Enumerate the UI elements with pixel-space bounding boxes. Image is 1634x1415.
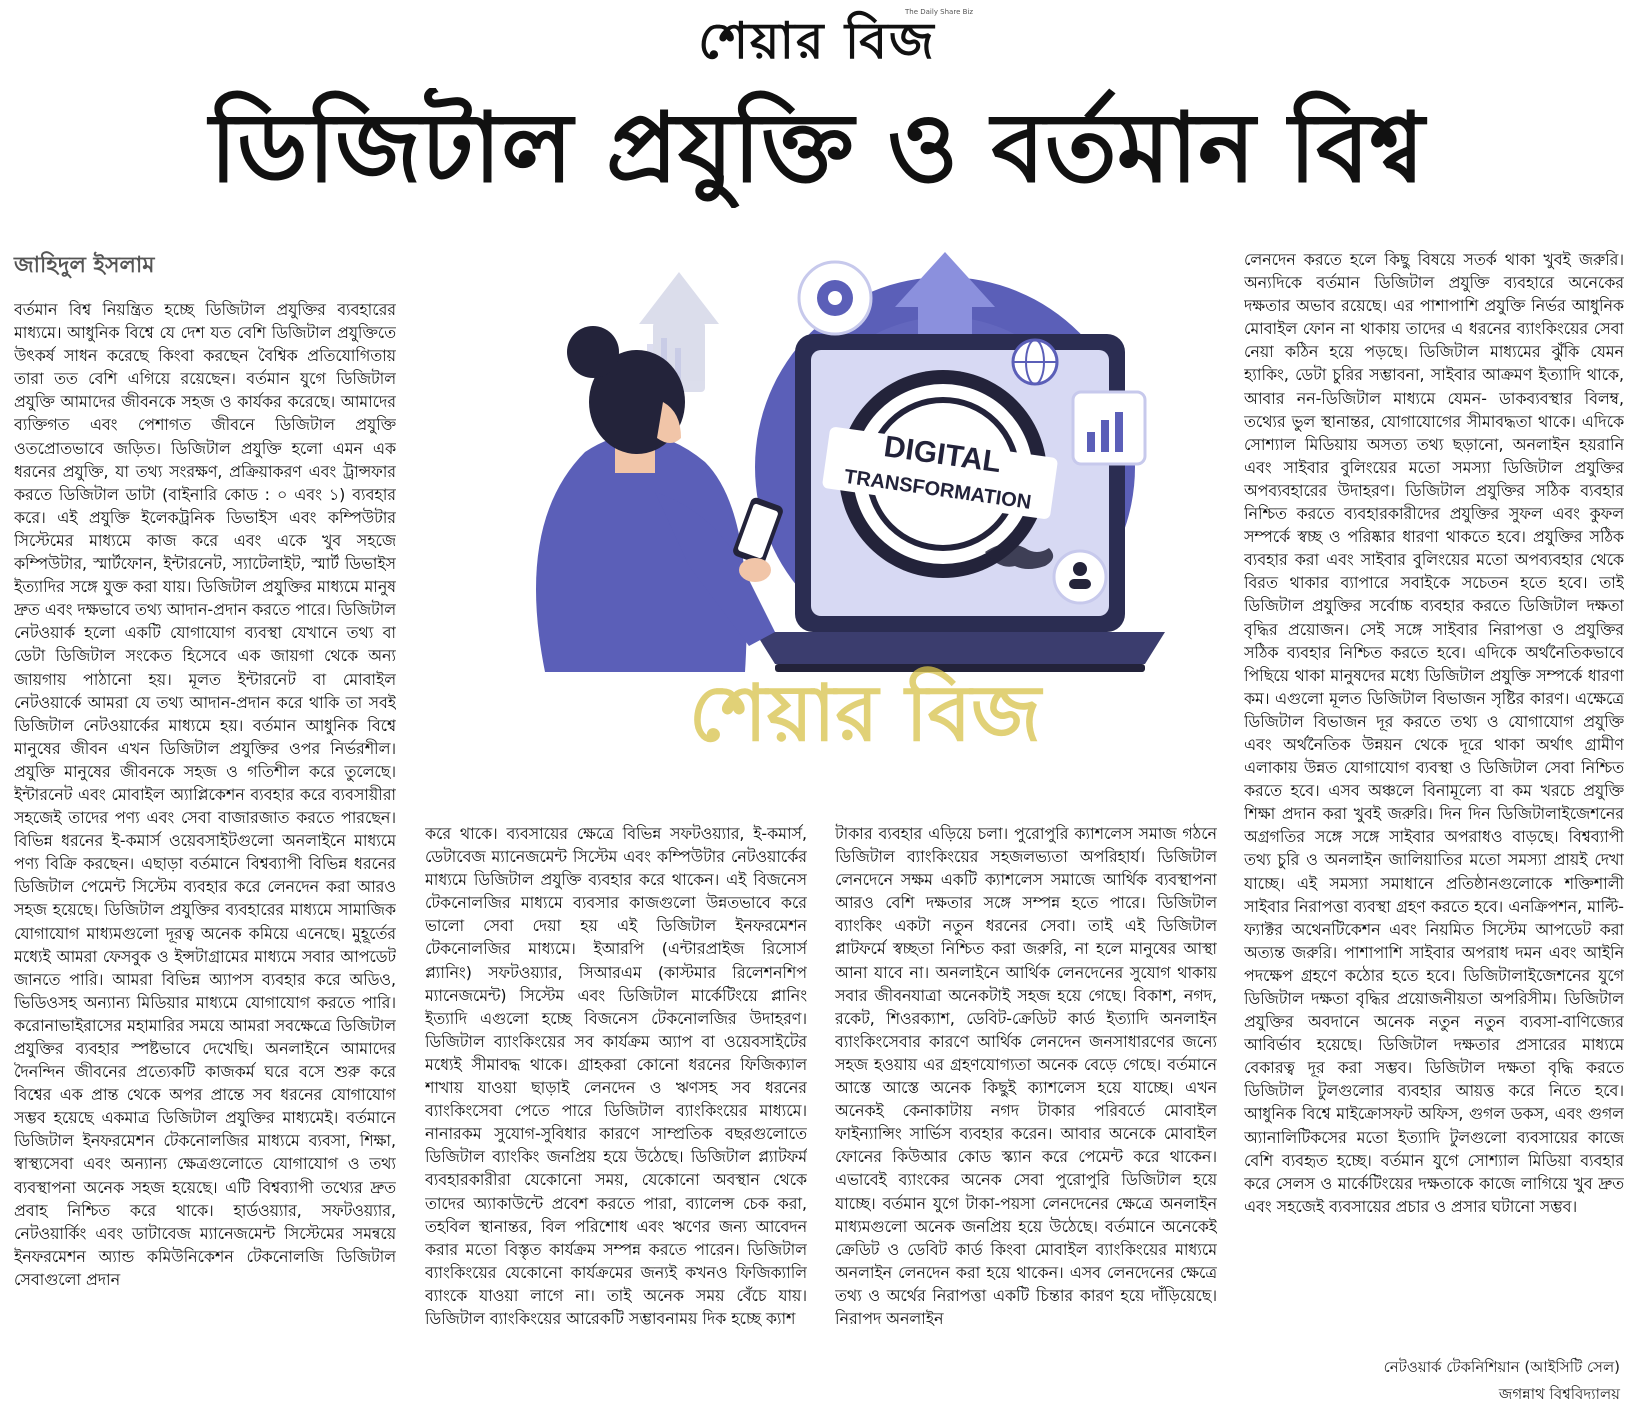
globe-icon (1013, 340, 1057, 384)
screen-text-digital: DIGITAL (881, 430, 1004, 480)
bar-chart-icon (1073, 392, 1145, 464)
masthead-tagline: The Daily Share Biz (905, 8, 974, 16)
article-column-3: টাকার ব্যবহার এড়িয়ে চলা। পুরোপুরি ক্যাশলেস সমাজ গঠনে ডিজিটাল ব্যাংকিংয়ের সহজলভ্যতা অপরিহার্য। ডিজিটাল লেনদেনে সক্ষম একটি ক্যাশলেস সমাজে আর্থিক ব্যবস্থাপনা আরও বেশি দক্ষতার সঙ্গে সম্পন্ন হতে পারে। ডিজিটাল ব্যাংকিং একটা নতুন ধরনের সেবা। তাই এই ডিজিটাল প্লাটফর্মে স্বচ্ছতা নিশ্চিত করা জরুরি, না হলে মানুষের আস্থা আনা যাবে না। অনলাইনে আর্থিক লেনদেনের সুযোগ থাকায় সবার জীবনযাত্রা অনেকটাই সহজ হয়ে গেছে। বিকাশ, নগদ, রকেট, শিওরক্যাশ, ডেবিট-ক্রেডিট কার্ড ইত্যাদি অনলাইন ব্যাংকিংসেবার কারণে আর্থিক লেনদেন জনসাধারণের জন্যে সহজ হওয়ায় এর গ্রহণযোগ্যতা অনেক বেড়ে গেছে। বর্তমানে আস্তে আস্তে অনেক কিছুই ক্যাশলেস হয়ে যাচ্ছে। এখন অনেকই কেনাকাটায় নগদ টাকার পরিবর্তে মোবাইল ফাইন্যান্সিং সার্ভিস ব্যবহার করেন। আবার অনেকে মোবাইল ফোনের কিউআর কোড স্ক্যান করে পেমেন্ট করে থাকেন। এভাবেই ব্যাংকের অনেক সেবা পুরোপুরি ডিজিটাল হয়ে যাচ্ছে। বর্তমান যুগে টাকা-পয়সা লেনদেনের ক্ষেত্রে অনলাইন মাধ্যমগুলো অনেক জনপ্রিয় হয়ে উঠেছে। বর্তমানে অনেকেই ক্রেডিট ও ডেবিট কার্ড কিংবা মোবাইল ব্যাংকিংয়ের মাধ্যমে অনলাইন লেনদেন করা হয়ে থাকেন। এসব লেনদেনের ক্ষেত্রে তথ্য ও অর্থের নিরাপত্তা একটি চিন্তার কারণ হয়ে দাঁড়িয়েছে। নিরাপদ অনলাইন (835, 824, 1217, 1328)
article-illustration (425, 252, 1217, 800)
masthead (0, 4, 1634, 87)
author-institution: জগন্নাথ বিশ্ববিদ্যালয় (1498, 1385, 1620, 1403)
author-byline: জাহিদুল ইসলাম (14, 253, 155, 278)
watermark: শেয়ার বিজ (689, 668, 1041, 759)
masthead-logo: শেয়ার বিজ (698, 11, 936, 70)
digital-transformation-illustration (425, 252, 1217, 800)
screen-text-transformation: TRANSFORMATION (842, 465, 1033, 514)
article-column-4: লেনদেন করতে হলে কিছু বিষয়ে সতর্ক থাকা খুবই জরুরি। অন্যদিকে বর্তমান ডিজিটাল প্রযুক্তি ব্যবহারে অনেকের দক্ষতার অভাব রয়েছে। এর পাশাপাশি প্রযুক্তি নির্ভর আধুনিক মোবাইল ফোন না থাকায় তাদের এ ধরনের ব্যাংকিংয়ের সেবা নেয়া কঠিন হয়ে পড়ছে। ডিজিটাল মাধ্যমের ঝুঁকি যেমন হ্যাকিং, ডেটা চুরির সম্ভাবনা, সাইবার আক্রমণ ইত্যাদি থাকে, আবার নন-ডিজিটাল মাধ্যমে যেমন- ডাকব্যবস্থার বিলম্ব, তথ্যের ভুল স্থানান্তর, যোগাযোগের সীমাবদ্ধতা থাকে। এদিকে সোশ্যাল মিডিয়ায় অসত্য তথ্য ছড়ানো, অনলাইন হয়রানি এবং সাইবার বুলিংয়ের মতো সমস্যা ডিজিটাল প্রযুক্তির অপব্যবহারের উদাহরণ। ডিজিটাল প্রযুক্তির সঠিক ব্যবহার নিশ্চিত করতে ব্যবহারকারীদের প্রযুক্তির সুফল এবং কুফল সম্পর্কে স্বচ্ছ ও পরিষ্কার ধারণা থাকতে হবে। প্রযুক্তির সঠিক ব্যবহার করা এবং সাইবার বুলিংয়ের মতো অপব্যবহার থেকে বিরত থাকার ব্যাপারে সবাইকে সচেতন হতে হবে। তাই ডিজিটাল প্রযুক্তির সর্বোচ্চ ব্যবহার করতে ডিজিটাল দক্ষতা বৃদ্ধির প্রয়োজন। সেই সঙ্গে সাইবার নিরাপত্তা ও প্রযুক্তির সঠিক ব্যবহার নিশ্চিত করতে হবে। এদিকে অর্থনৈতিকভাবে পিছিয়ে থাকা মানুষদের মধ্যে ডিজিটাল প্রযুক্তি সম্পর্কে ধারণা কম। এগুলো মূলত ডিজিটাল বিভাজন সৃষ্টির কারণ। এক্ষেত্রে ডিজিটাল বিভাজন দূর করতে তথ্য ও যোগাযোগ প্রযুক্তি এবং অর্থনৈতিক উন্নয়ন থেকে দূরে থাকা অর্থাৎ গ্রামীণ এলাকায় উন্নত যোগাযোগ ব্যবস্থা ও ডিজিটাল সেবা নিশ্চিত করতে হবে। এসব অঞ্চলে বিনামূল্যে বা কম খরচে প্রযুক্তি শিক্ষা প্রদান করা খুবই জরুরি। দিন দিন ডিজিটালাইজেশনের অগ্রগতির সঙ্গে সঙ্গে সাইবার অপরাধও বাড়ছে। বিশ্বব্যাপী তথ্য চুরি ও অনলাইন জালিয়াতির মতো সমস্যা প্রায়ই দেখা যাচ্ছে। এই সমস্যা সমাধানে প্রতিষ্ঠানগুলোকে শক্তিশালী সাইবার নিরাপত্তা ব্যবস্থা গ্রহণ করতে হবে। এনক্রিপশন, মাল্টি-ফ্যাক্টর অথেনটিকেশন এবং নিয়মিত সিস্টেম আপডেট করা অত্যন্ত জরুরি। পাশাপাশি সাইবার অপরাধ দমন এবং আইনি পদক্ষেপ গ্রহণে কঠোর হতে হবে। ডিজিটালাইজেশনের যুগে ডিজিটাল দক্ষতা বৃদ্ধির প্রয়োজনীয়তা অপরিসীম। ডিজিটাল প্রযুক্তির অবদানে অনেক নতুন নতুন ব্যবসা-বাণিজ্যের আবির্ভাব হয়েছে। ডিজিটাল দক্ষতার প্রসারের মাধ্যমে বেকারত্ব দূর করা সম্ভব। ডিজিটাল দক্ষতা বৃদ্ধি করতে ডিজিটাল টুলগুলোর ব্যবহার আয়ত্ত করে নিতে হবে। আধুনিক বিশ্বে মাইক্রোসফট অফিস, গুগল ডকস, এবং গুগল অ্যানালিটিকসের মতো ইত্যাদি টুলগুলো ব্যবসায়ের কাজে বেশি ব্যবহৃত হচ্ছে। বর্তমান যুগে সোশ্যাল মিডিয়া ব্যবহার করে সেলস ও মার্কেটিংয়ের দক্ষতাকে কাজে লাগিয়ে খুব দ্রুত এবং সহজেই ব্যবসায়ের প্রচার ও প্রসার ঘটানো সম্ভব। (1244, 250, 1624, 1216)
headline: ডিজিটাল প্রযুক্তি ও বর্তমান বিশ্ব (209, 91, 1425, 204)
laptop-base (755, 632, 1165, 664)
pie-chart-icon (799, 262, 871, 334)
user-icon (1054, 551, 1106, 603)
author-designation: নেটওয়ার্ক টেকনিশিয়ান (আইসিটি সেল) (1383, 1358, 1620, 1376)
article-column-2: করে থাকে। ব্যবসায়ের ক্ষেত্রে বিভিন্ন সফটওয়্যার, ই-কমার্স, ডেটাবেজ ম্যানেজমেন্ট সিস্টেম এবং কম্পিউটার নেটওয়ার্কের মাধ্যমে ডিজিটাল প্রযুক্তি ব্যবহার করে থাকেন। এই বিজনেস টেকনোলজির মাধ্যমে ব্যবসার কাজগুলো উন্নতভাবে করে ভালো সেবা দেয়া হয় এই ডিজিটাল ইনফরমেশন টেকনোলজির মাধ্যমে। ইআরপি (এন্টারপ্রাইজ রিসোর্স প্ল্যানিং) সফটওয়্যার, সিআরএম (কাস্টমার রিলেশনশিপ ম্যানেজমেন্ট) সিস্টেম এবং ডিজিটাল মার্কেটিংয়ে প্লানিং ইত্যাদি এগুলো হচ্ছে বিজনেস টেকনোলজির উদাহরণ। ডিজিটাল ব্যাংকিংয়ের সব কার্যক্রম অ্যাপ বা ওয়েবসাইটের মধ্যেই সীমাবদ্ধ থাকে। গ্রাহকরা কোনো ধরনের ফিজিক্যাল শাখায় যাওয়া ছাড়াই লেনদেন ও ঋণসহ সব ধরনের ব্যাংকিংসেবা পেতে পারে ডিজিটাল ব্যাংকিংয়ের মাধ্যমে। নানারকম সুযোগ-সুবিধার কারণে সাম্প্রতিক বছরগুলোতে ডিজিটাল ব্যাংকিং জনপ্রিয় হয়ে উঠেছে। ডিজিটাল প্ল্যাটফর্ম ব্যবহারকারীরা যেকোনো সময়, যেকোনো অবস্থান থেকে তাদের অ্যাকাউন্টে প্রবেশ করতে পারা, ব্যালেন্স চেক করা, তহবিল স্থানান্তর, বিল পরিশোধ এবং ঋণের জন্য আবেদন করার মতো বিস্তৃত কার্যক্রম সম্পন্ন করতে পারেন। ডিজিটাল ব্যাংকিংয়ের যেকোনো কার্যক্রমের জন্যই কখনও ফিজিক্যালি ব্যাংকে যাওয়া লাগে না। তাই অনেক সময় বেঁচে যায়। ডিজিটাল ব্যাংকিংয়ের আরেকটি সম্ভাবনাময় দিক হচ্ছে ক্যাশ (425, 824, 807, 1328)
article-column-1: বর্তমান বিশ্ব নিয়ন্ত্রিত হচ্ছে ডিজিটাল প্রযুক্তির ব্যবহারের মাধ্যমে। আধুনিক বিশ্বে যে দেশ যত বেশি ডিজিটাল প্রযুক্তিতে উৎকর্ষ সাধন করেছে কিংবা করছেন বৈশ্বিক প্রতিযোগিতায় তারা তত বেশি এগিয়ে রয়েছেন। বর্তমান যুগে ডিজিটাল প্রযুক্তি আমাদের জীবনকে সহজ ও কার্যকর করেছে। আমাদের ব্যক্তিগত এবং পেশাগত জীবনে ডিজিটাল প্রযুক্তি ওতপ্রোতভাবে জড়িত। ডিজিটাল প্রযুক্তি হলো এমন এক ধরনের প্রযুক্তি, যা তথ্য সংরক্ষণ, প্রক্রিয়াকরণ এবং ট্রান্সফার করতে ডিজিটাল ডাটা (বাইনারি কোড : ০ এবং ১) ব্যবহার করে। এই প্রযুক্তি ইলেকট্রনিক ডিভাইস এবং কম্পিউটার সিস্টেমের মাধ্যমে কাজ করে এবং একে খুব সহজে কম্পিউটার, স্মার্টফোন, ইন্টারনেট, স্যাটেলাইট, স্মার্ট ডিভাইস ইত্যাদির সঙ্গে যুক্ত করা যায়। ডিজিটাল প্রযুক্তির মাধ্যমে মানুষ দ্রুত এবং দক্ষভাবে তথ্য আদান-প্রদান করতে পারে। ডিজিটাল নেটওয়ার্ক হলো একটি যোগাযোগ ব্যবস্থা যেখানে তথ্য বা ডেটা ডিজিটাল সংকেত হিসেবে এক জায়গা থেকে অন্য জায়গায় পাঠানো হয়। মূলত ইন্টারনেট বা মোবাইল নেটওয়ার্কে আমরা যে তথ্য আদান-প্রদান করে থাকি তা সবই ডিজিটাল নেটওয়ার্কের মাধ্যমে হয়। বর্তমান আধুনিক বিশ্বে মানুষের জীবন এখন ডিজিটাল প্রযুক্তির ওপর নির্ভরশীল। প্রযুক্তি মানুষের জীবনকে সহজ ও গতিশীল করে তুলেছে। ইন্টারনেট এবং মোবাইল অ্যাপ্লিকেশন ব্যবহার করে ব্যবসায়ীরা সহজেই তাদের পণ্য এবং সেবা বাজারজাত করতে পারছেন। বিভিন্ন ধরনের ই-কমার্স ওয়েবসাইটগুলো অনলাইনে মাধ্যমে পণ্য বিক্রি করছেন। এছাড়া বর্তমানে বিশ্বব্যাপী বিভিন্ন ধরনের ডিজিটাল পেমেন্ট সিস্টেম ব্যবহার করে লেনদেন করা আরও সহজ হয়েছে। ডিজিটাল প্রযুক্তির ব্যবহারের মাধ্যমে সামাজিক যোগাযোগ মাধ্যমগুলো দূরত্ব অনেক কমিয়ে এনেছে। মুহূর্তের মধ্যেই আমরা ফেসবুক ও ইন্সটাগ্রামের মাধ্যমে সবার আপডেট জানতে পারি। আমরা বিভিন্ন অ্যাপস ব্যবহার করে অডিও, ভিডিওসহ অন্যান্য মিডিয়ার মাধ্যমে যোগাযোগ করতে পারি। করোনাভাইরাসের মহামারির সময়ে আমরা সবক্ষেত্রে ডিজিটাল প্রযুক্তির ব্যবহার স্পষ্টভাবে দেখেছি। অনলাইনে আমাদের দৈনন্দিন জীবনের প্রত্যেকটি কাজকর্ম ঘরে বসে শুরু করে বিশ্বের এক প্রান্ত থেকে অপর প্রান্তে সব ধরনের যোগাযোগ সম্ভব হয়েছে একমাত্র ডিজিটাল প্রযুক্তির মাধ্যমেই। বর্তমানে ডিজিটাল ইনফরমেশন টেকনোলজির মাধ্যমে ব্যবসা, শিক্ষা, স্বাস্থ্যসেবা এবং অন্যান্য ক্ষেত্রগুলোতে যোগাযোগ ও তথ্য ব্যবস্থাপনা অনেক সহজ হয়েছে। এটি বিশ্বব্যাপী তথ্যের দ্রুত প্রবাহ নিশ্চিত করে থাকে। হার্ডওয়্যার, সফটওয়্যার, নেটওয়ার্কিং এবং ডাটাবেজ ম্যানেজমেন্ট সিস্টেমের সমন্বয়ে ইনফরমেশন অ্যান্ড কমিউনিকেশন টেকনোলজি ডিজিটাল সেবাগুলো প্রদান (14, 300, 396, 1289)
